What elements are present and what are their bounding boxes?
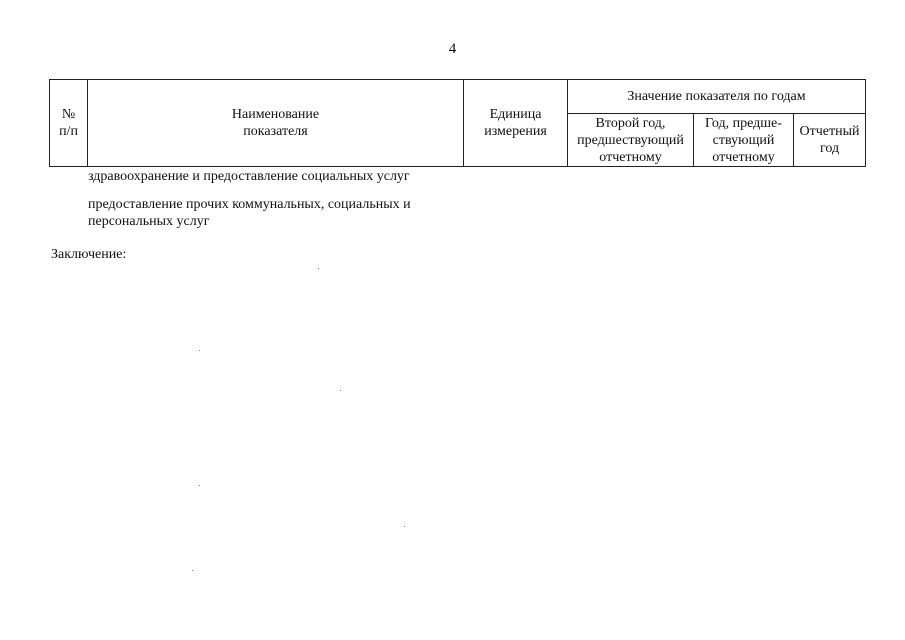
scan-speck: [404, 526, 405, 527]
page-number: 4: [448, 41, 457, 57]
scan-speck: [318, 268, 319, 269]
scan-speck: [199, 485, 200, 486]
header-values-group-label: Значение показателя по годам: [627, 89, 806, 104]
header-name-line1: Наименование: [231, 107, 320, 122]
scan-speck: [340, 390, 341, 391]
header-number: [50, 80, 88, 167]
header-name-line2: показателя: [243, 124, 308, 139]
header-unit-line2: измерения: [484, 124, 547, 139]
header-number-line2: п/п: [59, 124, 78, 139]
scan-speck: [192, 570, 193, 571]
header-unit-line1: Единица: [489, 107, 542, 122]
body-line-other-services-2: персональных услуг: [88, 214, 210, 229]
header-report-line2: год: [819, 141, 840, 156]
header-year1-line3: отчетному: [712, 149, 775, 165]
header-number-line1: №: [61, 107, 76, 122]
header-year2-line2: предшествующий: [577, 132, 684, 148]
header-report-year: [794, 114, 866, 167]
conclusion-label: Заключение:: [51, 247, 127, 262]
header-second-year-before: [568, 114, 694, 167]
body-line-other-services-1: предоставление прочих коммунальных, социальных и: [88, 197, 411, 212]
body-line-healthcare: здравоохранение и предоставление социальных услуг: [88, 169, 410, 184]
scan-speck: [199, 350, 200, 351]
header-report-line1: Отчетный: [799, 124, 860, 139]
header-year1-line2: ствующий: [712, 132, 775, 148]
header-year-before: [694, 114, 794, 167]
header-indicator-name: [88, 80, 464, 167]
header-unit: [464, 80, 568, 167]
header-year2-line3: отчетному: [599, 149, 662, 165]
header-year2-line1: Второй год,: [595, 115, 666, 131]
header-values-by-year: [568, 80, 866, 114]
indicators-table-header: [49, 79, 866, 167]
header-year1-line1: Год, предше-: [705, 115, 782, 131]
